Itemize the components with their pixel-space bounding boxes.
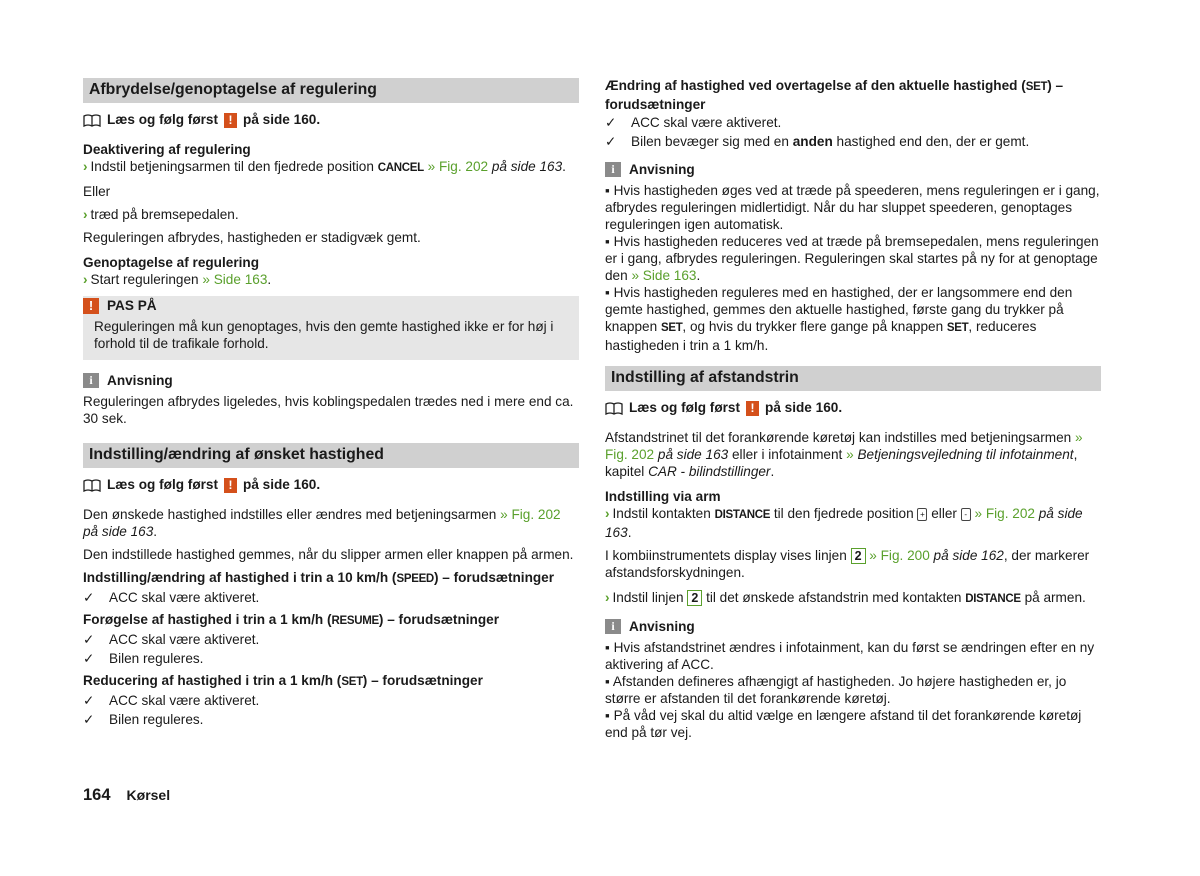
book-icon — [605, 402, 623, 415]
warning-icon: ! — [224, 478, 237, 493]
read-first-reference: Læs og følg først ! på side 160. — [605, 399, 1101, 417]
check-item: ✓ ACC skal være aktiveret. — [83, 632, 260, 647]
chapter-name: Kørsel — [126, 787, 171, 803]
step-arrow-icon: › — [605, 506, 610, 521]
note-text: Reguleringen afbrydes ligeledes, hvis koblingspedalen trædes ned i mere end ca. 30 sek. — [83, 394, 574, 426]
subheading-increase: Forøgelse af hastighed i trin a 1 km/h (RESUME) – forudsætninger — [83, 612, 500, 627]
checkmark-icon: ✓ — [83, 693, 95, 708]
checkmark-icon: ✓ — [83, 590, 95, 605]
warning-panel — [83, 296, 579, 360]
note-bullet: ▪ Hvis hastigheden reduceres ved at træde på bremsepedalen, mens reguleringen er i gang, afbrydes reguleringen. Reguleringen skal startes på ny for at genoptage den » Side 163. — [605, 234, 1099, 283]
subheading-overtagelse: Ændring af hastighed ved overtagelse af den aktuelle hastighed (SET) – forudsætninger — [605, 78, 1064, 112]
step-arrow-icon: › — [83, 159, 88, 174]
note-heading: i Anvisning — [605, 618, 1101, 635]
info-icon: i — [605, 619, 621, 634]
text-eller: Eller — [83, 184, 111, 199]
note-bullet: ▪ Hvis afstandstrinet ændres i infotainment, kan du først se ændringen efter en ny aktivering af ACC. — [605, 640, 1095, 672]
right-column — [605, 77, 1101, 741]
body-text: Den ønskede hastighed indstilles eller ændres med betjeningsarmen » Fig. 202 på side 163. — [83, 507, 561, 539]
note-bullet: ▪ Hvis hastigheden øges ved at træde på speederen, mens reguleringen er i gang, afbrydes reguleringen midlertidigt. Når du har sluppet speederen, genoptages reguleringen igen automatisk. — [605, 183, 1100, 232]
warning-text: Reguleringen må kun genoptages, hvis den gemte hastighed ikke er for høj i forhold til de trafikale forhold. — [94, 319, 554, 351]
key-set: SET — [341, 676, 363, 688]
key-speed: SPEED — [396, 573, 434, 585]
subheading-deaktivering: Deaktivering af regulering — [83, 142, 251, 157]
check-item: ✓ ACC skal være aktiveret. — [83, 590, 260, 605]
note-bullet: ▪ Afstanden defineres afhængigt af hastigheden. Jo højere hastigheden er, jo større er afstanden til det forankørende køretøj. — [605, 674, 1067, 706]
book-icon — [83, 479, 101, 492]
figure-link[interactable]: » Fig. 200 — [869, 548, 930, 563]
warning-title: PAS PÅ — [107, 298, 157, 313]
key-distance: DISTANCE — [714, 509, 771, 521]
note-bullet: ▪ På våd vej skal du altid vælge en længere afstand til det forankørende køretøj end på tør vej. — [605, 708, 1082, 740]
check-item: ✓ ACC skal være aktiveret. — [83, 693, 260, 708]
key-cancel: CANCEL — [377, 162, 424, 174]
instruction-step: › Indstil betjeningsarmen til den fjedrede position CANCEL » Fig. 202 på side 163. — [83, 159, 566, 174]
page-link[interactable]: » Side 163 — [202, 272, 268, 287]
key-distance: DISTANCE — [965, 593, 1021, 605]
read-first-reference: Læs og følg først ! på side 160. — [83, 476, 579, 494]
left-column — [83, 78, 579, 729]
key-set: SET — [660, 322, 683, 334]
checkmark-icon: ✓ — [83, 712, 95, 727]
note-heading: i Anvisning — [83, 372, 579, 389]
note-bullet: ▪ Hvis hastigheden reguleres med en hastighed, der er langsommere end den gemte hastighed, gemmes den aktuelle hastighed, første gang du trykker på knappen SET, og hvis du trykker flere gange på knappen SET, reduceres hastigheden i trin a 1 km/h. — [605, 285, 1073, 353]
plus-position-icon: + — [917, 508, 927, 521]
body-text: Afstandstrinet til det forankørende køretøj kan indstilles med betjeningsarmen » Fig. 202 på side 163 eller i infotainment » Betjeningsvejledning til infotainment, kapitel CAR - bilindstillinger. — [605, 430, 1083, 479]
key-set: SET — [946, 322, 969, 334]
minus-position-icon: - — [961, 508, 971, 521]
checkmark-icon: ✓ — [605, 134, 617, 149]
checkmark-icon: ✓ — [83, 651, 95, 666]
figure-link[interactable]: » Fig. 202 — [427, 159, 489, 174]
checkmark-icon: ✓ — [83, 632, 95, 647]
key-resume: RESUME — [331, 615, 379, 627]
key-set: SET — [1025, 81, 1048, 93]
warning-icon: ! — [83, 298, 99, 314]
page-link[interactable]: » Side 163 — [631, 268, 697, 283]
manual-link[interactable]: Betjeningsvejledning til infotainment — [857, 447, 1074, 462]
figure-link[interactable]: » Fig. 202 — [974, 506, 1035, 521]
instruction-step: › Indstil linjen 2 til det ønskede afstandstrin med kontakten DISTANCE på armen. — [605, 590, 1086, 605]
check-item: ✓ Bilen reguleres. — [83, 651, 204, 666]
instruction-step: › Start reguleringen » Side 163. — [83, 272, 272, 287]
section-heading-indstilling: Indstilling/ændring af ønsket hastighed — [83, 443, 579, 468]
figure-link[interactable]: » Fig. 202 — [605, 430, 1083, 462]
callout-number: 2 — [687, 590, 702, 606]
instruction-step: › træd på bremsepedalen. — [83, 207, 239, 222]
book-icon — [83, 114, 101, 127]
step-arrow-icon: › — [83, 272, 88, 287]
warning-icon: ! — [746, 401, 759, 416]
section-heading-afstandstrin: Indstilling af afstandstrin — [605, 366, 1101, 391]
manual-link-arrow[interactable]: » — [846, 447, 854, 462]
page-footer — [83, 786, 170, 805]
note-heading: i Anvisning — [605, 161, 1101, 178]
step-arrow-icon: › — [83, 207, 88, 222]
check-item: ✓ ACC skal være aktiveret. — [605, 115, 782, 130]
section-heading-afbrydelse: Afbrydelse/genoptagelse af regulering — [83, 78, 579, 103]
info-icon: i — [83, 373, 99, 388]
read-first-reference: Læs og følg først ! på side 160. — [83, 111, 579, 129]
subheading-decrease: Reducering af hastighed i trin a 1 km/h (SET) – forudsætninger — [83, 673, 483, 688]
step-arrow-icon: › — [605, 590, 610, 605]
info-icon: i — [605, 162, 621, 177]
body-text: Reguleringen afbrydes, hastigheden er stadigvæk gemt. — [83, 230, 421, 245]
warning-icon: ! — [224, 113, 237, 128]
page-number: 164 — [83, 786, 111, 804]
subheading-10kmh: Indstilling/ændring af hastighed i trin a 10 km/h (SPEED) – forudsætninger — [83, 570, 555, 585]
instruction-step: › Indstil kontakten DISTANCE til den fjedrede position + eller - » Fig. 202 på side 163. — [605, 506, 1083, 540]
subheading-via-arm: Indstilling via arm — [605, 489, 721, 504]
body-text: Den indstillede hastighed gemmes, når du slipper armen eller knappen på armen. — [83, 547, 574, 562]
subheading-genoptagelse: Genoptagelse af regulering — [83, 255, 260, 270]
checkmark-icon: ✓ — [605, 115, 617, 130]
figure-link[interactable]: » Fig. 202 — [500, 507, 561, 522]
callout-number: 2 — [851, 548, 866, 564]
check-item: ✓ Bilen bevæger sig med en anden hastighed end den, der er gemt. — [605, 134, 1030, 149]
check-item: ✓ Bilen reguleres. — [83, 712, 204, 727]
body-text: I kombiinstrumentets display vises linjen 2 » Fig. 200 på side 162, der markerer afstandsforskydningen. — [605, 548, 1090, 580]
